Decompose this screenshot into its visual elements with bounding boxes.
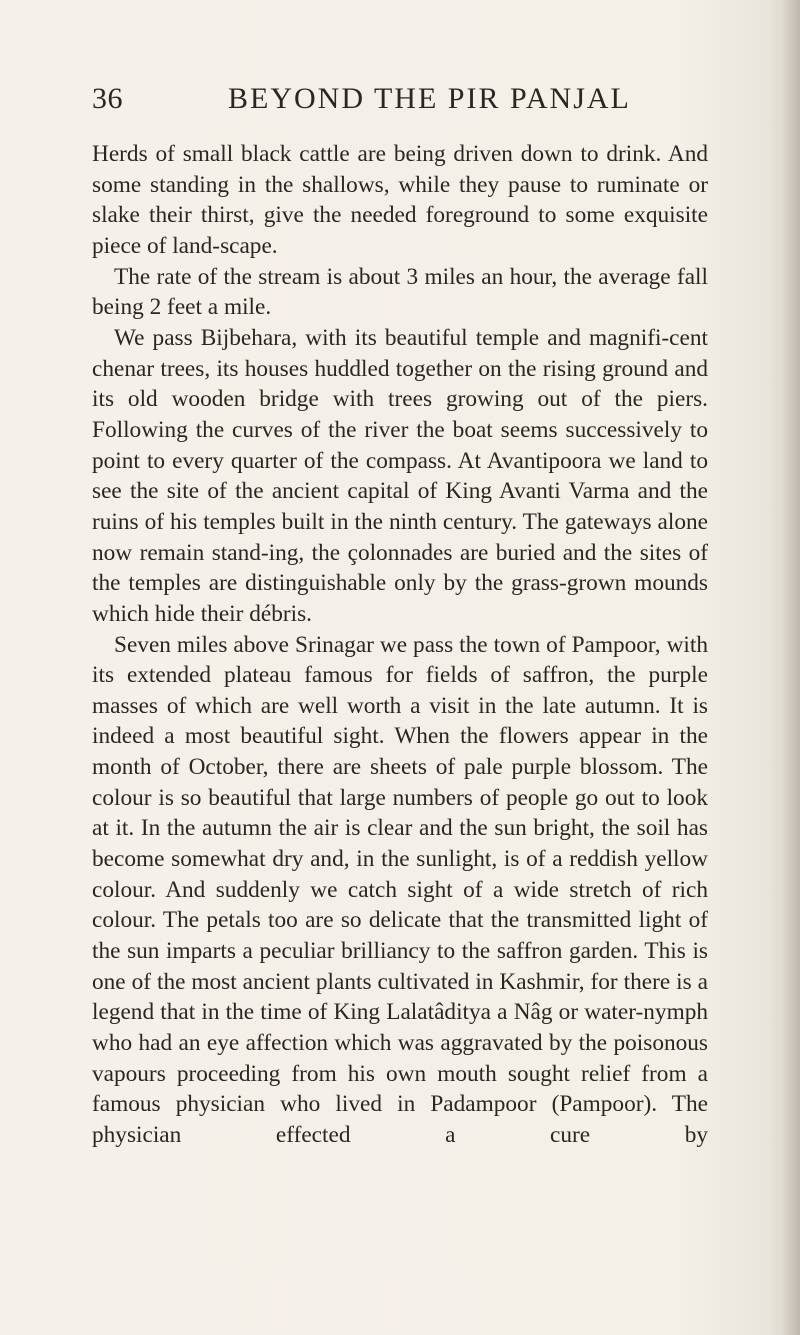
page-number: 36 [92, 82, 123, 115]
running-title: BEYOND THE PIR PANJAL [228, 82, 631, 115]
paragraph-bijbehara: We pass Bijbehara, with its beautiful temple and magnifi-cent chenar trees, its houses huddled together on the rising ground and its old wooden bridge with trees growing out of the piers. Following the curves of the river the boat seems successively to point to every quarter of the compass. At Avantipoora we land to see the site of the ancient capital of King Avanti Varma and the ruins of his temples built in the ninth century. The gateways alone now remain stand-ing, the çolonnades are buried and the sites of the temples are distinguishable only by the grass-grown mounds which hide their débris. [92, 324, 708, 627]
page-header [92, 79, 692, 119]
paragraph-pampoor: Seven miles above Srinagar we pass the town of Pampoor, with its extended plateau famous for fields of saffron, the purple masses of which are well worth a visit in the late autumn. It is indeed a most beautiful sight. When the flowers appear in the month of October, there are sheets of pale purple blossom. The colour is so beautiful that large numbers of people go out to look at it. In the autumn the air is clear and the sun bright, the soil has become somewhat dry and, in the sunlight, is of a reddish yellow colour. And suddenly we catch sight of a wide stretch of rich colour. The petals too are so delicate that the transmitted light of the sun imparts a peculiar brilliancy to the saffron garden. This is one of the most ancient plants cultivated in Kashmir, for there is a legend that in the time of King Lalatâditya a Nâg or water-nymph who had an eye affection which was aggravated by the poisonous vapours proceeding from his own mouth sought relief from a famous physician who lived in Padampoor (Pampoor). The physician effected a cure by [92, 631, 708, 1148]
paragraph-stream-rate: The rate of the stream is about 3 miles an hour, the average fall being 2 feet a mile. [92, 263, 708, 321]
body-text [92, 139, 708, 1151]
paragraph-cattle: Herds of small black cattle are being driven down to drink. And some standing in the shallows, while they pause to ruminate or slake their thirst, give the needed foreground to some exquisite piece of land-scape. [92, 141, 708, 259]
page-edge-shadow [782, 0, 800, 1335]
